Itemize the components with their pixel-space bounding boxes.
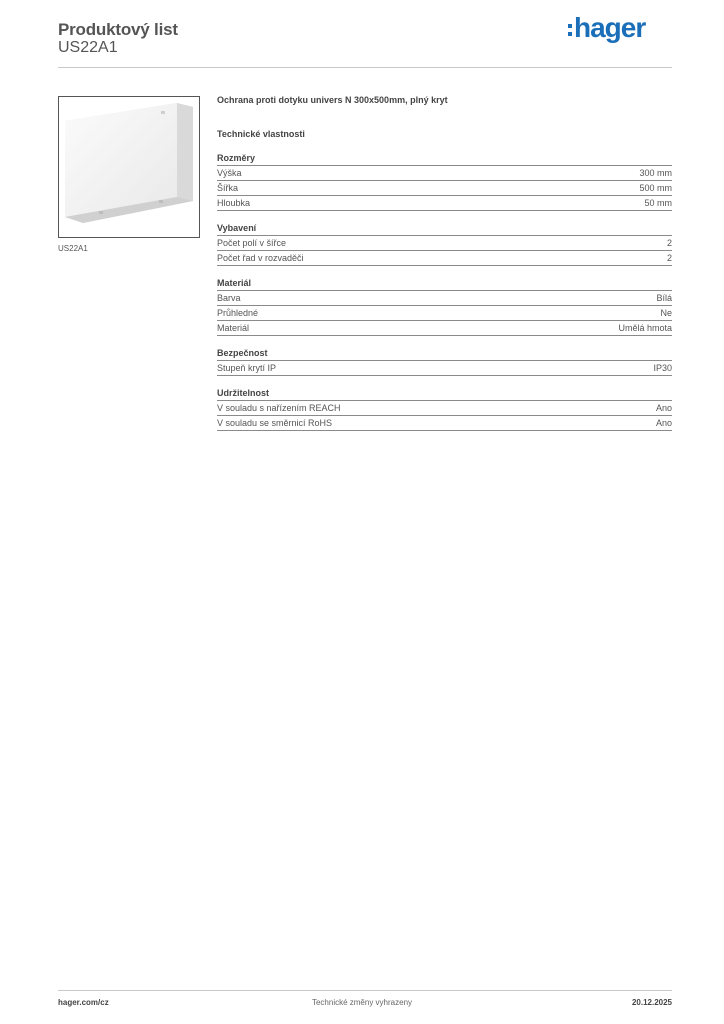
section-title: Rozměry xyxy=(217,153,672,166)
product-name: Ochrana proti dotyku univers N 300x500mm, plný kryt xyxy=(217,95,448,105)
row-label: Stupeň krytí IP xyxy=(217,363,277,373)
technical-properties-heading: Technické vlastnosti xyxy=(217,129,305,139)
footer-divider xyxy=(58,990,672,991)
row-label: V souladu s nařízením REACH xyxy=(217,403,341,413)
section-rozmery xyxy=(217,153,672,211)
product-image xyxy=(59,97,199,237)
row-value: IP30 xyxy=(653,363,672,373)
row-label: Materiál xyxy=(217,323,250,333)
row-value: Ne xyxy=(660,308,672,318)
row-value: 50 mm xyxy=(644,198,672,208)
table-row xyxy=(217,236,672,251)
product-code: US22A1 xyxy=(58,39,118,56)
row-label: Barva xyxy=(217,293,241,303)
row-label: Šířka xyxy=(217,183,239,193)
page-title: Produktový list xyxy=(58,20,178,39)
logo-wordmark: hager xyxy=(574,12,646,43)
logo-dots-icon xyxy=(568,24,572,36)
table-row xyxy=(217,321,672,336)
row-label: V souladu se směrnicí RoHS xyxy=(217,418,333,428)
image-caption: US22A1 xyxy=(58,244,88,253)
section-title: Udržitelnost xyxy=(217,388,672,401)
row-label: Hloubka xyxy=(217,198,251,208)
section-title: Vybavení xyxy=(217,223,672,236)
row-value: Ano xyxy=(655,403,672,413)
table-row xyxy=(217,361,672,376)
header-divider xyxy=(58,67,672,68)
section-title: Bezpečnost xyxy=(217,348,672,361)
row-label: Počet polí v šířce xyxy=(217,238,287,248)
table-row xyxy=(217,196,672,211)
row-value: Umělá hmota xyxy=(618,323,672,333)
footer-website-link[interactable]: hager.com/cz xyxy=(58,998,109,1007)
table-row xyxy=(217,251,672,266)
row-label: Výška xyxy=(217,168,242,178)
table-row xyxy=(217,166,672,181)
row-value: 500 mm xyxy=(639,183,672,193)
row-value: 2 xyxy=(666,238,672,248)
footer-date: 20.12.2025 xyxy=(631,998,672,1007)
row-label: Průhledné xyxy=(217,308,259,318)
row-label: Počet řad v rozvaděči xyxy=(217,253,304,263)
section-bezpecnost xyxy=(217,348,672,376)
row-value: Ano xyxy=(655,418,672,428)
table-row xyxy=(217,181,672,196)
footer-notice: Technické změny vyhrazeny xyxy=(311,998,413,1007)
table-row xyxy=(217,401,672,416)
table-row xyxy=(217,306,672,321)
product-image-frame xyxy=(58,96,200,238)
section-udrzitelnost xyxy=(217,388,672,431)
table-row xyxy=(217,416,672,431)
row-value: Bílá xyxy=(656,293,672,303)
section-vybaveni xyxy=(217,223,672,266)
table-row xyxy=(217,291,672,306)
section-material xyxy=(217,278,672,336)
row-value: 300 mm xyxy=(639,168,672,178)
spec-content xyxy=(217,95,672,431)
row-value: 2 xyxy=(666,253,672,263)
section-title: Materiál xyxy=(217,278,672,291)
hager-logo xyxy=(568,14,645,42)
